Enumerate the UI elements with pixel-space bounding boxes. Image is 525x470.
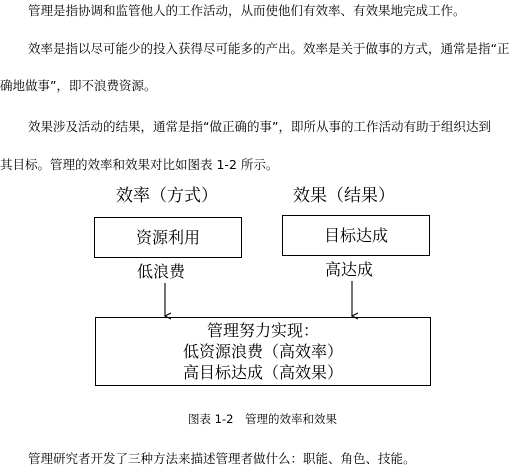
effectiveness-header: 效果（结果） <box>293 186 395 206</box>
low-waste-label: 低浪费 <box>137 262 186 281</box>
paragraph-management-definition: 管理是指协调和监管他人的工作活动，从而使他们有效率、有效果地完成工作。 <box>28 3 466 18</box>
paragraph-efficiency-line-1: 效率是指以尽可能少的投入获得尽可能多的产出。效率是关于做事的方式，通常是指“正 <box>28 41 510 56</box>
paragraph-effectiveness-line-1: 效果涉及活动的结果，通常是指“做正确的事”，即所从事的工作活动有助于组织达到 <box>28 119 491 134</box>
paragraph-efficiency-line-2: 确地做事”，即不浪费资源。 <box>0 78 157 93</box>
figure-caption: 图表 1-2 管理的效率和效果 <box>188 412 337 426</box>
management-goal-line-2: 低资源浪费（高效率） <box>182 342 343 361</box>
management-goal-line-3: 高目标达成（高效果） <box>182 363 343 382</box>
paragraph-research-approaches: 管理研究者开发了三种方法来描述管理者做什么：职能、角色、技能。 <box>28 451 416 466</box>
goal-attainment-label: 目标达成 <box>323 225 388 245</box>
resource-usage-label: 资源利用 <box>135 227 200 247</box>
efficiency-header: 效率（方式） <box>116 186 218 206</box>
management-goal-box <box>95 317 431 386</box>
paragraph-effectiveness-line-2: 其目标。管理的效率和效果对比如图表 1-2 所示。 <box>0 157 279 172</box>
management-goal-line-1: 管理努力实现： <box>206 321 319 340</box>
high-attainment-label: 高达成 <box>325 260 374 279</box>
